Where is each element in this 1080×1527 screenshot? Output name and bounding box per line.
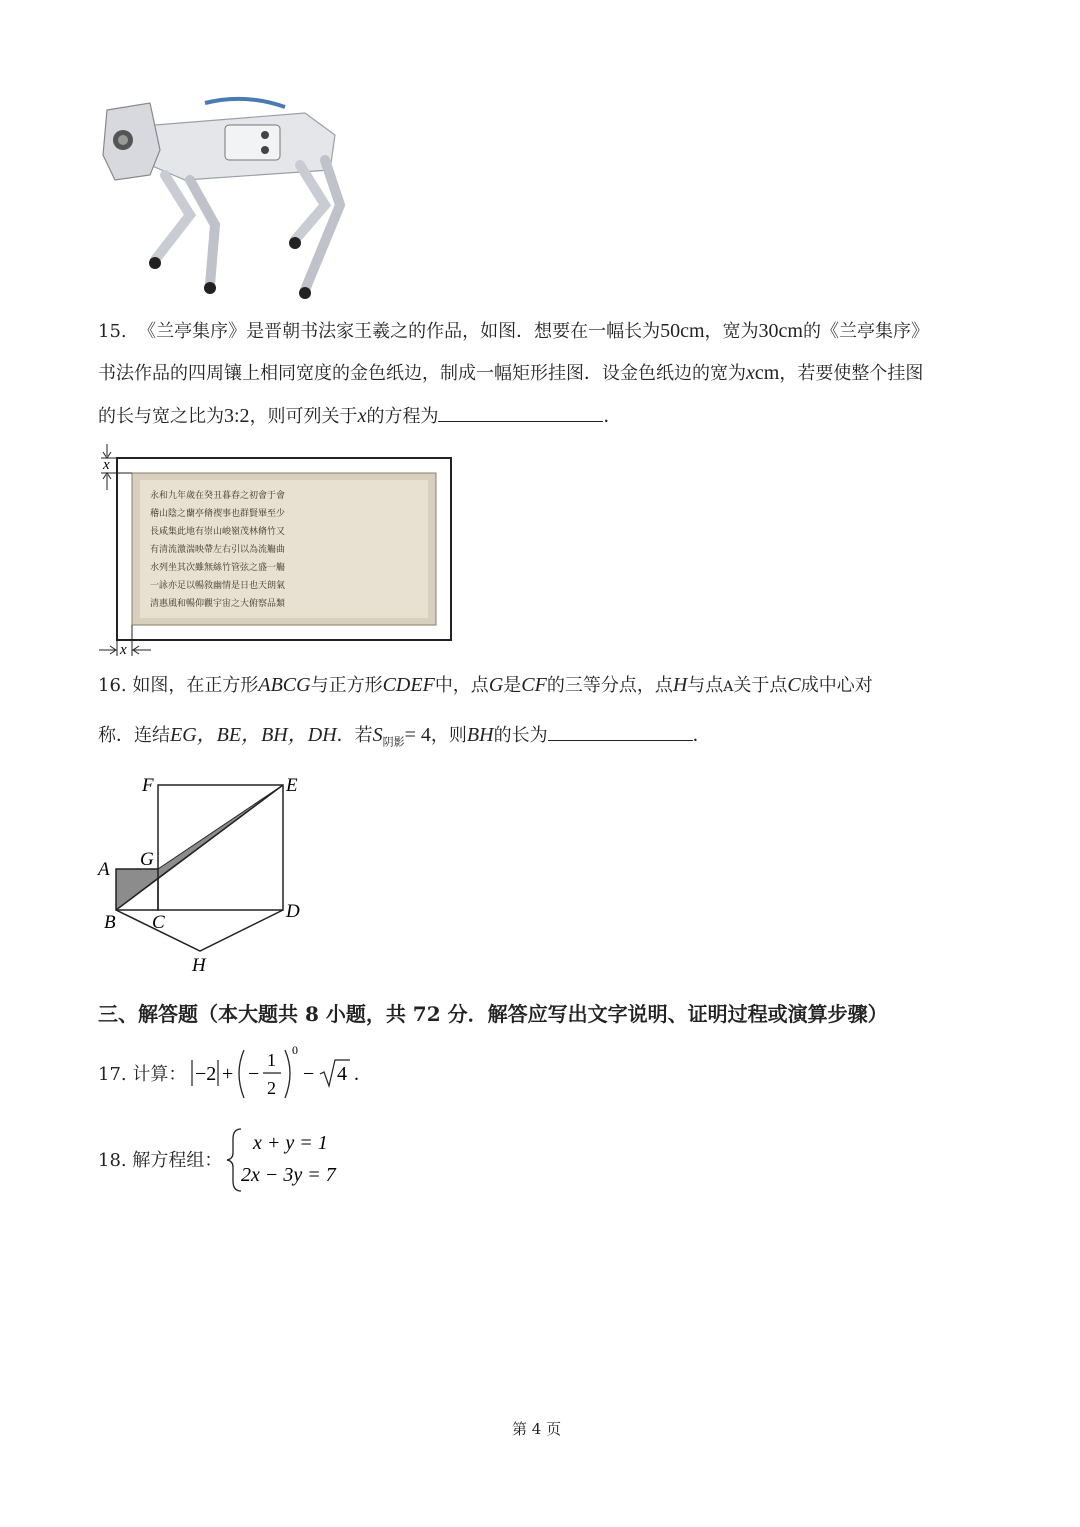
label-C: C <box>152 912 165 933</box>
q18-label: 18. 解方程组： <box>98 1150 223 1171</box>
label-E: E <box>286 775 298 796</box>
q16-line1: 16. 如图，在正方形ABCG与正方形CDEF中，点G是CF的三等分点，点H与点A关于点C成中心对 <box>98 674 873 696</box>
svg-text:0: 0 <box>292 1043 298 1057</box>
q16-geometry-figure <box>90 765 320 980</box>
q15-line3: 的长与宽之比为3:2，则可列关于x的方程为 ． <box>98 405 622 427</box>
q15-calligraphy-figure <box>95 438 460 660</box>
label-A: A <box>98 859 110 880</box>
q17-expression <box>188 1040 378 1110</box>
svg-text:4: 4 <box>337 1063 347 1085</box>
q18-eq1: x + y = 1 <box>253 1132 328 1154</box>
q17-label: 17. 计算： <box>98 1064 187 1085</box>
svg-text:.: . <box>354 1063 359 1085</box>
label-F: F <box>142 775 154 796</box>
svg-text:1: 1 <box>267 1050 276 1070</box>
label-G: G <box>140 849 154 870</box>
section-3-heading: 三、解答题（本大题共 8 小题，共 72 分．解答应写出文字说明、证明过程或演算步骤） <box>98 1002 888 1026</box>
q18-number: 18. <box>98 1150 127 1171</box>
svg-text:長咸集此地有崇山峻嶺茂林脩竹又: 長咸集此地有崇山峻嶺茂林脩竹又 <box>150 526 286 536</box>
svg-text:一詠亦足以暢敘幽情是日也天朗氣: 一詠亦足以暢敘幽情是日也天朗氣 <box>150 580 286 590</box>
q18-eq2: 2x − 3y = 7 <box>241 1164 336 1186</box>
q15-label-x-left: x <box>120 642 127 658</box>
svg-text:−: − <box>248 1063 260 1085</box>
page-footer: 第 4 页 <box>512 1420 562 1438</box>
q16-number: 16. <box>98 675 127 696</box>
svg-text:+: + <box>222 1063 234 1085</box>
q15-answer-blank <box>438 403 603 422</box>
label-H: H <box>192 955 206 976</box>
q18-equation-system <box>225 1125 365 1195</box>
q15-label-x-top: x <box>103 457 110 473</box>
robot-dog-image <box>95 95 375 305</box>
svg-text:有清流激湍映帶左右引以為流觴曲: 有清流激湍映帶左右引以為流觴曲 <box>150 544 286 554</box>
svg-text:永和九年歲在癸丑暮春之初會于會: 永和九年歲在癸丑暮春之初會于會 <box>150 490 286 500</box>
q17-number: 17. <box>98 1064 127 1085</box>
q16-answer-blank <box>548 722 693 741</box>
svg-text:−: − <box>303 1063 315 1085</box>
label-D: D <box>286 901 300 922</box>
q15-line2: 书法作品的四周镶上相同宽度的金色纸边，制成一幅矩形挂图．设金色纸边的宽为xcm，若要使整个挂图 <box>98 362 924 384</box>
svg-text:稽山陰之蘭亭脩禊事也群賢畢至少: 稽山陰之蘭亭脩禊事也群賢畢至少 <box>150 508 286 518</box>
svg-text:−2: −2 <box>195 1063 217 1085</box>
svg-text:清惠風和暢仰觀宇宙之大俯察品類: 清惠風和暢仰觀宇宙之大俯察品類 <box>150 598 286 608</box>
label-B: B <box>104 912 116 933</box>
svg-text:2: 2 <box>267 1078 276 1098</box>
q16-line2: 称．连结EG，BE，BH，DH．若$S_{阴影}= 4$，则BH的长为 ． <box>98 724 711 749</box>
svg-text:水列坐其次雖無絲竹管弦之盛一觴: 水列坐其次雖無絲竹管弦之盛一觴 <box>150 562 286 572</box>
q15-line1: 15. 《兰亭集序》是晋朝书法家王羲之的作品，如图．想要在一幅长为50cm，宽为30cm的《兰亭集序》 <box>98 320 929 342</box>
q15-number: 15. <box>98 321 127 342</box>
